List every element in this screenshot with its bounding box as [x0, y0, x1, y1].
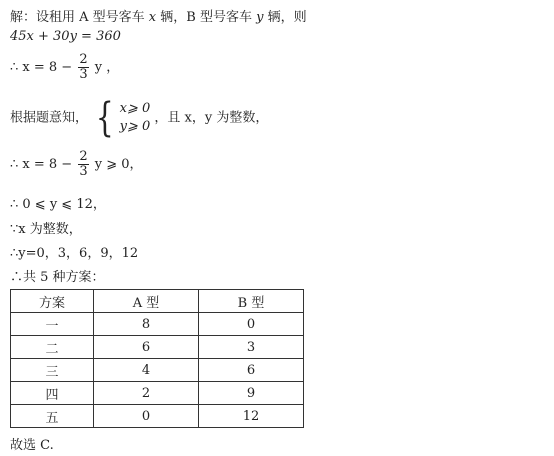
table-row [11, 336, 304, 359]
table-cell: 3 [199, 336, 304, 359]
table-cell: 4 [94, 359, 199, 382]
y-values-line: ∴y=0，3，6，9，12 [10, 246, 139, 261]
fraction-numerator: 2 [79, 149, 88, 164]
table-cell: 8 [94, 313, 199, 336]
table-cell: 五 [11, 405, 94, 428]
header-cell: A 型 [94, 290, 199, 313]
fraction [78, 150, 88, 179]
intro-text-a: 解：设租用 A 型号客车 [10, 10, 149, 25]
x-expr-post: y ， [94, 60, 120, 75]
inequality-line [10, 150, 143, 179]
table-cell: 0 [199, 313, 304, 336]
table-cell: 三 [11, 359, 94, 382]
x-expr-pre: ∴ x = 8 − [10, 60, 73, 75]
ineq-pre: ∴ x = 8 − [10, 157, 73, 172]
header-cell: B 型 [199, 290, 304, 313]
condition-pre: 根据题意知， [10, 110, 89, 126]
table-cell: 9 [199, 382, 304, 405]
fraction-numerator: 2 [79, 52, 88, 67]
condition-post: ，且 x，y 为整数， [154, 110, 269, 126]
condition-line [10, 95, 269, 141]
fraction-denominator: 3 [79, 67, 88, 82]
equation-line: 45x + 30y = 360 [10, 29, 121, 44]
answer-line: 故选 C. [10, 438, 54, 453]
inequality-system [92, 95, 151, 141]
table-cell: 一 [11, 313, 94, 336]
integer-line: ∵x 为整数， [10, 222, 82, 237]
intro-text-c: 辆，则 [263, 10, 307, 25]
table-row [11, 359, 304, 382]
plan-table [10, 289, 304, 428]
intro-line [10, 6, 307, 25]
table-cell: 二 [11, 336, 94, 359]
table-cell: 2 [94, 382, 199, 405]
system-row-y: y⩾ 0 [119, 119, 151, 134]
table-header-row [11, 290, 304, 313]
table-cell: 6 [199, 359, 304, 382]
y-range-line: ∴ 0 ⩽ y ⩽ 12， [10, 197, 106, 212]
x-expression-line [10, 53, 119, 82]
table-row [11, 382, 304, 405]
table-cell: 四 [11, 382, 94, 405]
fraction [78, 53, 88, 82]
ineq-post: y ⩾ 0， [94, 157, 143, 172]
table-cell: 6 [94, 336, 199, 359]
table-row [11, 313, 304, 336]
intro-text-b: 辆，B 型号客车 [156, 10, 257, 25]
table-cell: 0 [94, 405, 199, 428]
system-row-x: x⩾ 0 [119, 101, 151, 116]
var-x: x [148, 10, 157, 25]
left-brace-icon: { [95, 95, 114, 141]
table-row [11, 405, 304, 428]
table-cell: 12 [199, 405, 304, 428]
var-y: y [256, 10, 264, 25]
fraction-denominator: 3 [79, 164, 88, 179]
plan-count-line: ∴共 5 种方案： [10, 270, 105, 285]
header-cell: 方案 [11, 290, 94, 313]
